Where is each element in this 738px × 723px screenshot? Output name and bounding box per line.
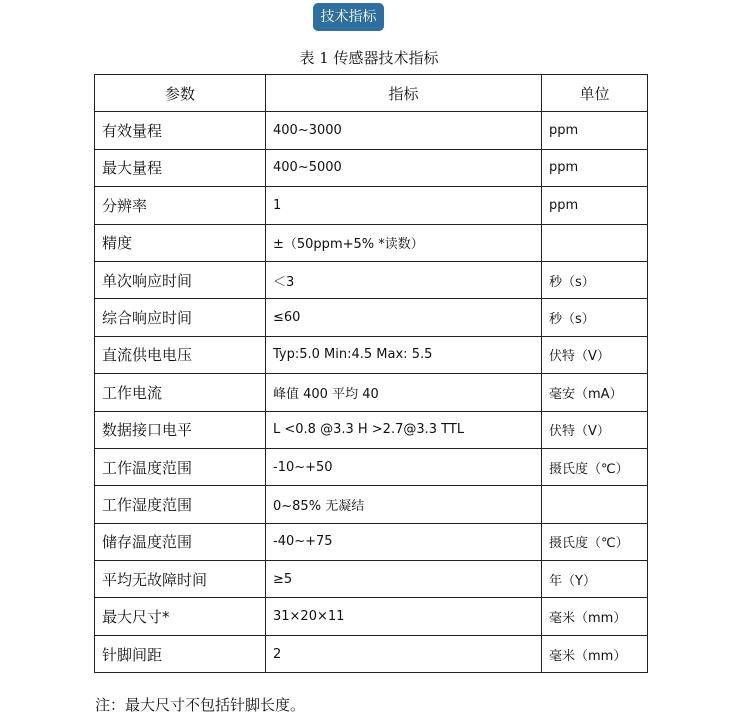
table-row [95, 486, 648, 523]
cell-spec: ≤60 [266, 299, 542, 336]
cell-unit: 年（Y） [542, 561, 648, 598]
cell-spec: 0~85% 无凝结 [266, 486, 542, 523]
cell-unit: 伏特（V） [542, 411, 648, 448]
table-row [95, 448, 648, 485]
table-row [95, 635, 648, 672]
cell-unit: ppm [542, 112, 648, 149]
cell-unit: 秒（s） [542, 299, 648, 336]
table-row [95, 523, 648, 560]
cell-parameter: 针脚间距 [95, 635, 266, 672]
cell-unit: 毫米（mm） [542, 635, 648, 672]
table-row [95, 149, 648, 186]
cell-spec: 峰值 400 平均 40 [266, 374, 542, 411]
section-tag-button[interactable]: 技术指标 [313, 3, 384, 31]
table-row [95, 336, 648, 373]
cell-parameter: 单次响应时间 [95, 261, 266, 298]
column-header-unit: 单位 [542, 75, 648, 112]
footnote: 注：最大尺寸不包括针脚长度。 [95, 696, 306, 714]
cell-parameter: 综合响应时间 [95, 299, 266, 336]
cell-parameter: 储存温度范围 [95, 523, 266, 560]
table-row [95, 561, 648, 598]
cell-parameter: 工作电流 [95, 374, 266, 411]
cell-parameter: 精度 [95, 224, 266, 261]
cell-unit [542, 486, 648, 523]
cell-spec: 2 [266, 635, 542, 672]
table-row [95, 224, 648, 261]
cell-spec: 31×20×11 [266, 598, 542, 635]
column-header-parameter: 参数 [95, 75, 266, 112]
cell-parameter: 直流供电电压 [95, 336, 266, 373]
cell-unit [542, 224, 648, 261]
table-row [95, 261, 648, 298]
spec-table [94, 74, 648, 673]
cell-unit: 伏特（V） [542, 336, 648, 373]
cell-parameter: 有效量程 [95, 112, 266, 149]
cell-parameter: 分辨率 [95, 187, 266, 224]
cell-spec: 400~3000 [266, 112, 542, 149]
cell-spec: -40~+75 [266, 523, 542, 560]
cell-parameter: 平均无故障时间 [95, 561, 266, 598]
cell-spec: -10~+50 [266, 448, 542, 485]
cell-spec: ±（50ppm+5% *读数） [266, 224, 542, 261]
table-row [95, 112, 648, 149]
table-row [95, 299, 648, 336]
table-row [95, 411, 648, 448]
cell-parameter: 最大量程 [95, 149, 266, 186]
cell-unit: 毫米（mm） [542, 598, 648, 635]
cell-spec: Typ:5.0 Min:4.5 Max: 5.5 [266, 336, 542, 373]
cell-spec: L <0.8 @3.3 H >2.7@3.3 TTL [266, 411, 542, 448]
cell-unit: 毫安（mA） [542, 374, 648, 411]
cell-unit: ppm [542, 187, 648, 224]
cell-parameter: 最大尺寸* [95, 598, 266, 635]
cell-unit: 摄氏度（℃） [542, 448, 648, 485]
table-header-row [95, 75, 648, 112]
cell-parameter: 工作温度范围 [95, 448, 266, 485]
table-row [95, 374, 648, 411]
cell-spec: 1 [266, 187, 542, 224]
cell-parameter: 数据接口电平 [95, 411, 266, 448]
cell-spec: ≥5 [266, 561, 542, 598]
table-caption: 表 1 传感器技术指标 [299, 49, 439, 67]
cell-unit: 摄氏度（℃） [542, 523, 648, 560]
cell-unit: 秒（s） [542, 261, 648, 298]
table-row [95, 187, 648, 224]
column-header-spec: 指标 [266, 75, 542, 112]
table-row [95, 598, 648, 635]
cell-spec: 400~5000 [266, 149, 542, 186]
cell-spec: ＜3 [266, 261, 542, 298]
cell-unit: ppm [542, 149, 648, 186]
cell-parameter: 工作湿度范围 [95, 486, 266, 523]
